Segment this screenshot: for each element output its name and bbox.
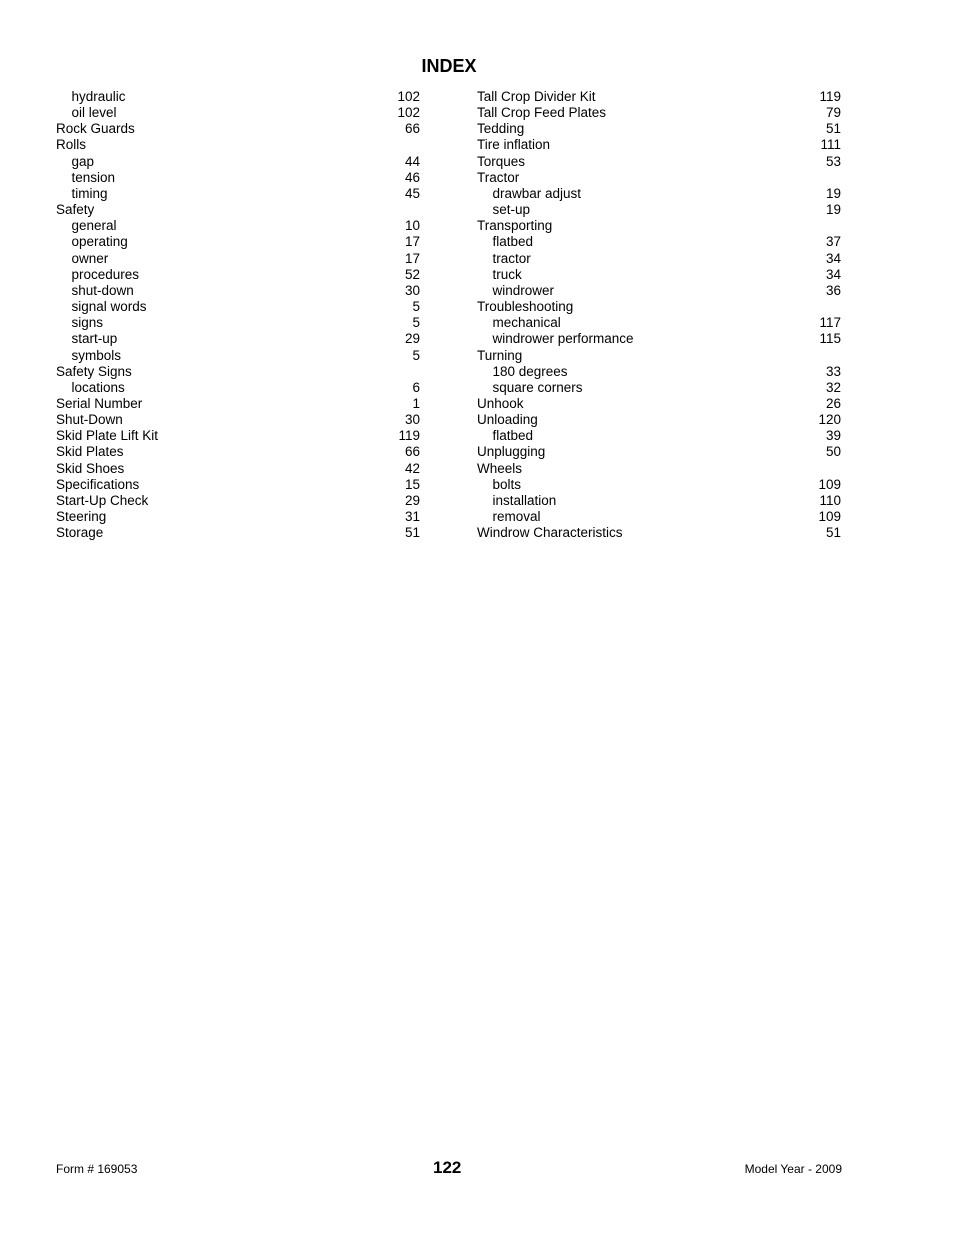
- index-term: timing: [71, 185, 108, 201]
- index-page-ref: 102: [397, 89, 420, 104]
- index-subentry: [56, 380, 420, 396]
- index-term: windrower: [492, 282, 555, 298]
- index-term: Rock Guards: [56, 121, 135, 137]
- index-page-ref: 1: [412, 395, 420, 411]
- index-term: signs: [71, 315, 104, 331]
- index-page-ref: 42: [404, 460, 420, 476]
- index-term: square corners: [492, 379, 583, 395]
- index-page-ref: 10: [404, 218, 420, 234]
- index-page-ref: 51: [825, 121, 841, 137]
- index-page-ref: 110: [819, 492, 841, 508]
- index-term: Tire inflation: [477, 137, 551, 153]
- index-subentry: [56, 331, 420, 347]
- index-entry: [56, 444, 420, 460]
- index-term: Troubleshooting: [477, 299, 574, 315]
- index-entry: [477, 218, 841, 234]
- index-term: Storage: [56, 525, 104, 541]
- index-page-ref: 46: [404, 169, 420, 185]
- index-entry: [56, 137, 420, 153]
- index-term: shut-down: [71, 282, 134, 298]
- index-term: bolts: [492, 476, 522, 492]
- index-subentry: [56, 105, 420, 121]
- index-page-ref: 6: [412, 379, 420, 395]
- index-page-ref: 30: [404, 412, 420, 428]
- index-term: installation: [492, 492, 557, 508]
- index-term: Unloading: [477, 412, 538, 428]
- index-page-ref: 32: [825, 379, 841, 395]
- index-page-ref: 119: [819, 89, 841, 104]
- index-term: Windrow Characteristics: [477, 525, 623, 541]
- index-page-ref: 19: [825, 185, 841, 201]
- index-term: Shut-Down: [56, 412, 123, 428]
- index-page-ref: 120: [818, 412, 841, 428]
- index-subentry: [56, 315, 420, 331]
- index-term: signal words: [71, 299, 147, 315]
- index-subentry: [477, 331, 841, 347]
- index-page-ref: 31: [404, 509, 420, 525]
- index-term: Turning: [477, 347, 523, 363]
- index-term: Skid Plates: [56, 444, 124, 460]
- index-column-right: [477, 89, 841, 541]
- index-page-ref: 34: [825, 250, 841, 266]
- index-entry: [56, 477, 420, 493]
- index-entry: [477, 348, 841, 364]
- index-entry: [477, 137, 841, 153]
- index-term: set-up: [492, 202, 531, 218]
- index-entry: [56, 202, 420, 218]
- index-page-ref: 44: [404, 153, 420, 169]
- index-term: hydraulic: [71, 89, 126, 104]
- index-term: oil level: [71, 105, 117, 121]
- index-page-ref: 52: [404, 266, 420, 282]
- index-term: Tall Crop Feed Plates: [477, 105, 607, 121]
- index-subentry: [56, 348, 420, 364]
- index-subentry: [477, 251, 841, 267]
- index-term: tension: [71, 169, 116, 185]
- index-term: general: [71, 218, 117, 234]
- index-subentry: [56, 251, 420, 267]
- index-entry: [56, 364, 420, 380]
- index-entry: [477, 89, 841, 105]
- index-page-ref: 37: [825, 234, 841, 250]
- index-subentry: [477, 428, 841, 444]
- index-entry: [477, 154, 841, 170]
- index-term: drawbar adjust: [492, 185, 582, 201]
- index-term: Unhook: [477, 395, 524, 411]
- index-term: Unplugging: [477, 444, 546, 460]
- index-page-ref: 26: [825, 395, 841, 411]
- index-entry: [477, 461, 841, 477]
- index-page-ref: 119: [398, 428, 420, 444]
- index-page-ref: 17: [404, 250, 420, 266]
- index-term: Wheels: [477, 460, 523, 476]
- index-page-ref: 29: [404, 492, 420, 508]
- index-entry: [477, 396, 841, 412]
- index-entry: [477, 412, 841, 428]
- index-term: Skid Shoes: [56, 460, 125, 476]
- index-page-ref: 115: [819, 331, 841, 347]
- index-term: flatbed: [492, 428, 534, 444]
- index-page-ref: 39: [825, 428, 841, 444]
- index-term: procedures: [71, 266, 140, 282]
- index-page-ref: 109: [818, 509, 841, 525]
- index-entry: [56, 509, 420, 525]
- index-subentry: [477, 477, 841, 493]
- index-subentry: [477, 267, 841, 283]
- index-entry: [477, 444, 841, 460]
- index-entry: [56, 428, 420, 444]
- index-term: Transporting: [477, 218, 553, 234]
- index-term: Torques: [477, 153, 526, 169]
- index-page-ref: 53: [825, 153, 841, 169]
- index-term: start-up: [71, 331, 118, 347]
- index-term: 180 degrees: [492, 363, 568, 379]
- index-term: locations: [71, 379, 125, 395]
- index-page-ref: 66: [404, 121, 420, 137]
- index-page-ref: 117: [819, 315, 841, 331]
- index-term: Tractor: [477, 169, 520, 185]
- index-subentry: [477, 234, 841, 250]
- index-page-ref: 45: [404, 185, 420, 201]
- index-entry: [477, 525, 841, 541]
- index-page-ref: 30: [404, 282, 420, 298]
- index-entry: [56, 412, 420, 428]
- index-page-ref: 111: [820, 137, 841, 153]
- index-entry: [56, 396, 420, 412]
- index-term: windrower performance: [492, 331, 634, 347]
- model-year: Model Year - 2009: [744, 1162, 842, 1176]
- index-term: Skid Plate Lift Kit: [56, 428, 159, 444]
- index-subentry: [56, 186, 420, 202]
- index-term: symbols: [71, 347, 122, 363]
- index-term: Specifications: [56, 476, 140, 492]
- index-term: removal: [492, 509, 541, 525]
- form-number: Form # 169053: [56, 1162, 138, 1176]
- index-entry: [477, 170, 841, 186]
- index-page-ref: 5: [412, 299, 420, 315]
- index-term: operating: [71, 234, 128, 250]
- index-page-ref: 79: [825, 105, 841, 121]
- index-subentry: [56, 267, 420, 283]
- index-term: owner: [71, 250, 109, 266]
- index-entry: [56, 121, 420, 137]
- index-term: Tedding: [477, 121, 525, 137]
- index-term: Safety Signs: [56, 363, 132, 379]
- index-page-ref: 19: [825, 202, 841, 218]
- index-subentry: [477, 493, 841, 509]
- index-term: flatbed: [492, 234, 534, 250]
- index-page-ref: 51: [825, 525, 841, 541]
- index-term: gap: [71, 153, 95, 169]
- index-page-ref: 51: [404, 525, 420, 541]
- index-term: Steering: [56, 509, 107, 525]
- index-subentry: [477, 202, 841, 218]
- index-page-ref: 66: [404, 444, 420, 460]
- index-subentry: [477, 315, 841, 331]
- index-page-ref: 50: [825, 444, 841, 460]
- index-page-ref: 102: [397, 105, 420, 121]
- index-subentry: [56, 170, 420, 186]
- index-page-ref: 5: [412, 315, 420, 331]
- index-page-ref: 5: [412, 347, 420, 363]
- index-subentry: [477, 380, 841, 396]
- index-subentry: [56, 154, 420, 170]
- index-page-ref: 36: [825, 282, 841, 298]
- page-footer: [56, 1158, 842, 1178]
- index-subentry: [477, 186, 841, 202]
- index-page-ref: 17: [404, 234, 420, 250]
- index-subentry: [56, 218, 420, 234]
- index-entry: [56, 525, 420, 541]
- index-entry: [477, 299, 841, 315]
- index-subentry: [56, 89, 420, 105]
- index-term: Rolls: [56, 137, 87, 153]
- index-page-ref: 29: [404, 331, 420, 347]
- index-page-ref: 15: [404, 476, 420, 492]
- index-page-ref: 34: [825, 266, 841, 282]
- index-term: truck: [492, 266, 522, 282]
- index-subentry: [56, 299, 420, 315]
- index-term: tractor: [492, 250, 531, 266]
- index-entry: [56, 493, 420, 509]
- index-term: Tall Crop Divider Kit: [477, 89, 596, 104]
- index-term: mechanical: [492, 315, 561, 331]
- index-term: Serial Number: [56, 395, 143, 411]
- index-subentry: [56, 283, 420, 299]
- page-title: INDEX: [421, 56, 477, 76]
- index-subentry: [477, 364, 841, 380]
- index-page-ref: 109: [818, 476, 841, 492]
- index-page-ref: 33: [825, 363, 841, 379]
- index-column-left: [56, 89, 420, 541]
- index-subentry: [477, 509, 841, 525]
- index-entry: [477, 121, 841, 137]
- index-entry: [56, 461, 420, 477]
- index-term: Start-Up Check: [56, 492, 149, 508]
- index-entry: [477, 105, 841, 121]
- index-term: Safety: [56, 202, 95, 218]
- page-number: 122: [433, 1158, 462, 1177]
- index-subentry: [56, 234, 420, 250]
- index-subentry: [477, 283, 841, 299]
